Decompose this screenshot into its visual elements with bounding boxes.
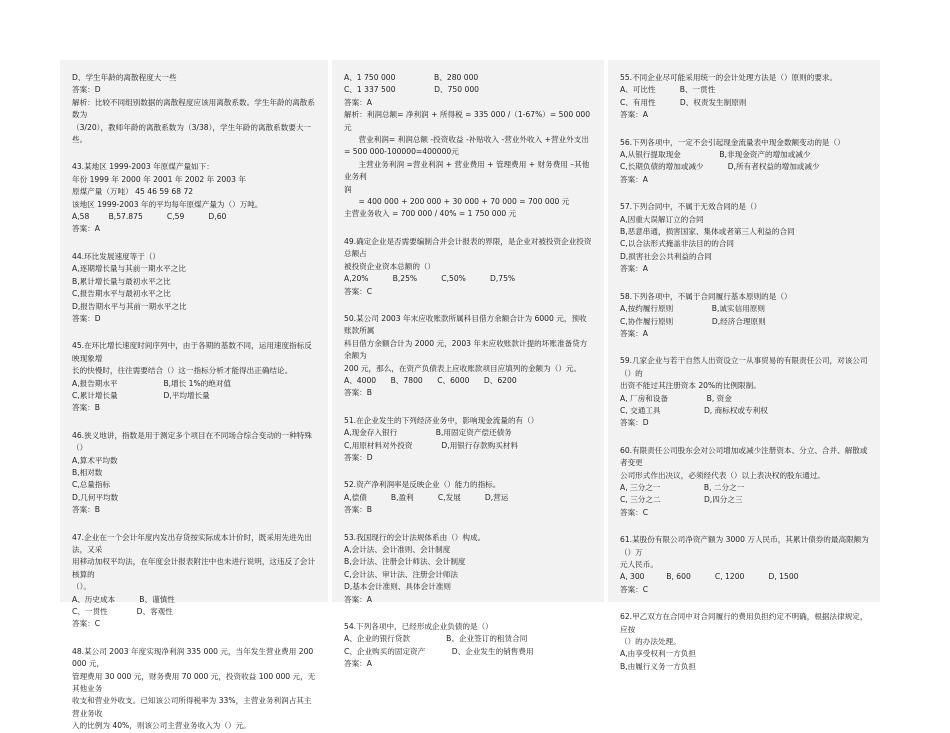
text-line: A, 300 B, 600 C, 1200 D, 1500 bbox=[620, 572, 799, 582]
text-line: 62.甲乙双方在合同中对合同履行的费用负担约定不明确，根据法律规定，应按 bbox=[620, 612, 868, 634]
text-line: A、4000 B、7800 C、6000 D、6200 bbox=[344, 375, 517, 385]
text-line: 润 bbox=[344, 184, 352, 194]
text-line: （）的办法处理。 bbox=[620, 637, 681, 647]
text-line: 56.下列各项中，一定不会引起现金流量表中现金数额变动的是（） bbox=[620, 137, 845, 147]
text-line: 元人民币。 bbox=[620, 560, 658, 569]
text-line: A,20% B,25% C,50% D,75% bbox=[344, 274, 516, 284]
text-line: 答案：A bbox=[620, 174, 648, 184]
paragraph-gap bbox=[620, 122, 870, 137]
text-line: A,现金存入银行 B,用固定资产偿还债务 bbox=[344, 428, 512, 438]
text-line: 答案：C bbox=[620, 507, 649, 517]
text-line: 长的快慢时，往往需要结合（）这一指标分析才能得出正确结论。 bbox=[72, 366, 293, 376]
text-line: 答案：C bbox=[72, 619, 101, 629]
column-right bbox=[608, 60, 880, 671]
text-line: 51.在企业发生的下列经济业务中，影响现金流量的有（） bbox=[344, 415, 539, 425]
text-line: 入的比例为 40%，则该公司主营业务收入为（）元。 bbox=[72, 721, 251, 731]
text-line: D,几何平均数 bbox=[72, 492, 119, 502]
text-line: A,算术平均数 bbox=[72, 455, 118, 465]
text-line: A,58 B,57.875 C,59 D,60 bbox=[72, 212, 227, 222]
text-line: 44.环比发展速度等于（） bbox=[72, 251, 161, 261]
text-line: 43.某地区 1999-2003 年原煤产量如下： bbox=[72, 162, 214, 172]
paragraph-gap bbox=[72, 146, 318, 161]
paragraph-gap bbox=[344, 298, 594, 313]
text-line: C、1 337 500 D、750 000 bbox=[344, 85, 480, 95]
text-line: 答案：A bbox=[344, 594, 372, 604]
text-line: 该地区 1999-2003 年的平均每年原煤产量为（）万吨。 bbox=[72, 199, 263, 209]
text-line: C,总量指标 bbox=[72, 480, 111, 490]
text-line: B,会计法、注册会计师法、会计制度 bbox=[344, 557, 466, 567]
text-line: 答案：D bbox=[72, 313, 101, 323]
text-line: 答案：D bbox=[72, 85, 101, 95]
text-line: A、企业的银行贷款 B、企业签订的租赁合同 bbox=[344, 634, 528, 644]
text-line: D、学生年龄的离散程度大一些 bbox=[72, 73, 177, 82]
text-line: 公司形式作出决议，必须经代表（）以上表决权的股东通过。 bbox=[620, 470, 826, 480]
text-line: 科目借方余额合计为 2000 元，2003 年末应收账款计提的坏账准备贷方余额为 bbox=[344, 338, 588, 361]
text-line: 解析：利润总额= 净利润 + 所得税 = 335 000 /（1-67%）= 500 000 元 bbox=[344, 110, 593, 132]
paragraph-gap bbox=[620, 340, 870, 355]
text-line: （）。 bbox=[72, 582, 91, 592]
text-line: 45.在环比增长速度时间序列中，由于各期的基数不同，运用速度指标反映现象增 bbox=[72, 341, 312, 363]
text-line: 答案：D bbox=[620, 418, 649, 428]
text-line: 答案：B bbox=[72, 403, 100, 413]
text-line: C,会计法、审计法、注册会计师法 bbox=[344, 569, 459, 579]
text-line: B,由履行义务一方负担 bbox=[620, 661, 696, 671]
text-line: 60.有限责任公司股东会对公司增加或减少注册资本、分立、合并、解散或者变更 bbox=[620, 445, 868, 468]
text-line: 答案：C bbox=[344, 286, 373, 296]
text-line: A,由享受权利一方负担 bbox=[620, 649, 696, 659]
paragraph-gap bbox=[72, 236, 318, 251]
text-line: A, 三分之一 B, 二分之一 bbox=[620, 482, 745, 492]
paragraph-gap bbox=[344, 517, 594, 532]
text-line: 57.下列合同中，不属于无效合同的是（） bbox=[620, 202, 762, 212]
text-line: B,相对数 bbox=[72, 467, 103, 477]
text-line: 61.某股份有限公司净资产额为 3000 万人民币，其累计债券的最高限额为（）万 bbox=[620, 535, 869, 557]
paragraph-gap bbox=[344, 221, 594, 236]
text-line: B,恶意串通，损害国家、集体或者第三人利益的合同 bbox=[620, 227, 795, 237]
column-middle bbox=[332, 60, 604, 669]
text-line: 48.某公司 2003 年度实现净利润 335 000 元，当年发生营业费用 200 000 元， bbox=[72, 646, 316, 669]
text-line: 答案：A bbox=[620, 328, 648, 338]
text-line: 收支和营业外收支。已知该公司所得税率为 33%，主营业务利润占其主营业务收 bbox=[72, 696, 312, 718]
text-line: C, 交通工具 D, 商标权或专利权 bbox=[620, 405, 768, 415]
text-line: 用移动加权平均法，在年度会计报表附注中也未进行说明，这违反了会计核算的 bbox=[72, 557, 315, 579]
text-line: D,基本会计准则、具体会计准则 bbox=[344, 582, 451, 592]
text-line: 答案：A bbox=[344, 659, 372, 669]
text-line: A、1 750 000 B、280 000 bbox=[344, 73, 479, 82]
text-line: A, 厂房和设备 B, 资金 bbox=[620, 393, 732, 403]
text-line: B,累计增长量与最初水平之比 bbox=[72, 276, 171, 286]
column-left bbox=[60, 60, 328, 731]
text-line: C,用原材料对外投资 D,用银行存款购买材料 bbox=[344, 440, 519, 450]
text-line: D,损害社会公共利益的合同 bbox=[620, 251, 712, 261]
text-line: A,会计法、会计准则、会计制度 bbox=[344, 545, 451, 554]
paragraph-gap bbox=[72, 415, 318, 430]
paragraph-gap bbox=[620, 276, 870, 291]
paragraph-gap bbox=[620, 596, 870, 611]
text-line: C,长期负债的增加或减少 D,所有者权益的增加或减少 bbox=[620, 162, 820, 172]
text-line: 答案：B bbox=[72, 505, 100, 515]
text-line: C、一贯性 D、客观性 bbox=[72, 607, 173, 617]
text-line: 被投资企业资本总额的（） bbox=[344, 261, 436, 271]
text-line: D,报告期水平与其前一期水平之比 bbox=[72, 301, 187, 311]
text-line: = 400 000 + 200 000 + 30 000 + 70 000 = 700 000 元 bbox=[344, 197, 570, 207]
text-line: 答案：A bbox=[620, 110, 648, 120]
paragraph-gap bbox=[72, 325, 318, 340]
text-line: C, 三分之二 D,四分之三 bbox=[620, 495, 743, 505]
text-line: C、企业购买的固定资产 D、企业发生的销售费用 bbox=[344, 646, 534, 656]
text-line: 55.不同企业尽可能采用统一的会计处理方法是（）原则的要求。 bbox=[620, 73, 838, 82]
text-line: 管理费用 30 000 元，财务费用 70 000 元，投资收益 100 000 元，无其他业务 bbox=[72, 671, 316, 694]
text-line: A,偿债 B,盈利 C,发展 D,营运 bbox=[344, 492, 509, 502]
paragraph-gap bbox=[620, 186, 870, 201]
text-line: 答案：B bbox=[344, 505, 372, 515]
paragraph-gap bbox=[344, 606, 594, 621]
text-line: A,因重大误解订立的合同 bbox=[620, 214, 704, 224]
text-line: C,累计增长量 D,平均增长量 bbox=[72, 390, 210, 400]
text-line: A,从银行提取现金 B,非现金资产的增加或减少 bbox=[620, 150, 811, 160]
text-line: 200 元，那么，在资产负债表上应收账款项目应填列的金额为（）元。 bbox=[344, 363, 582, 373]
paragraph-gap bbox=[72, 631, 318, 646]
text-line: 主营业务利润 =营业利润 + 营业费用 + 管理费用 + 财务费用 –其他业务利 bbox=[344, 159, 590, 182]
text-line: 49.确定企业是否需要编制合并会计报表的界限，是企业对被投资企业投资总额占 bbox=[344, 236, 592, 259]
text-line: （3/20），教师年龄的离散系数为（3/38），学生年龄的离散系数要大一些。 bbox=[72, 122, 312, 145]
text-line: 主营业务收入 = 700 000 / 40% = 1 750 000 元 bbox=[344, 209, 517, 219]
text-line: 答案：A bbox=[620, 264, 648, 274]
text-line: A,逐期增长量与其前一期水平之比 bbox=[72, 264, 186, 274]
paragraph-gap bbox=[620, 519, 870, 534]
text-line: 59.几家企业与若干自然人出资设立一从事贸易的有限责任公司，对该公司（）的 bbox=[620, 356, 868, 378]
text-line: C,以合法形式掩盖非法目的的合同 bbox=[620, 239, 735, 249]
text-line: 答案：B bbox=[344, 388, 372, 398]
text-line: 46.狭义地讲，指数是用于测定多个项目在不同场合综合变动的一种特殊（） bbox=[72, 430, 312, 453]
text-line: 答案：A bbox=[344, 97, 372, 107]
paragraph-gap bbox=[344, 400, 594, 415]
text-line: 年份 1999 年 2000 年 2001 年 2002 年 2003 年 bbox=[72, 174, 246, 184]
paragraph-gap bbox=[72, 517, 318, 532]
text-line: 解析：比较不同组别数据的离散程度应该用离散系数。学生年龄的离散系数为 bbox=[72, 97, 315, 120]
text-line: 53.我国现行的会计法规体系由（）构成。 bbox=[344, 532, 486, 542]
text-line: A,按约履行原则 B,诚实信用原则 bbox=[620, 304, 765, 314]
text-line: 54.下列各项中，已经形成企业负债的是（） bbox=[344, 622, 493, 632]
text-line: 答案：A bbox=[72, 224, 100, 234]
text-line: 营业利润= 利润总额 -投资收益 -补贴收入 -营业外收入 +营业外支出 bbox=[344, 135, 589, 145]
text-line: 原煤产量（万吨） 45 46 59 68 72 bbox=[72, 187, 194, 197]
text-line: 答案：C bbox=[620, 584, 649, 594]
text-line: 47.企业在一个会计年度内发出存货按实际成本计价时，既采用先进先出法，又采 bbox=[72, 532, 312, 554]
text-line: C、有用性 D、权责发生制原则 bbox=[620, 97, 747, 107]
text-line: A,报告期水平 B,增长 1%的绝对值 bbox=[72, 378, 232, 388]
text-line: 出资不能过其注册资本 20%的比例限制。 bbox=[620, 381, 761, 391]
text-line: 答案：D bbox=[344, 452, 373, 462]
text-line: 50.某公司 2003 年末应收账款所属科目借方余额合计为 6000 元，预收账款所属 bbox=[344, 313, 587, 336]
text-line: 52.资产净利润率是反映企业（）能力的指标。 bbox=[344, 480, 501, 490]
text-line: C,报告期水平与最初水平之比 bbox=[72, 289, 171, 299]
paragraph-gap bbox=[620, 430, 870, 445]
paragraph-gap bbox=[344, 464, 594, 479]
text-line: C,协作履行原则 D,经济合理原则 bbox=[620, 316, 766, 326]
text-line: = 500 000-100000=400000元 bbox=[344, 147, 459, 157]
text-line: 58.下列各项中，不属于合同履行基本原则的是（） bbox=[620, 291, 792, 301]
text-line: A、历史成本 B、谨慎性 bbox=[72, 594, 175, 604]
text-line: A、可比性 B、一贯性 bbox=[620, 85, 716, 95]
